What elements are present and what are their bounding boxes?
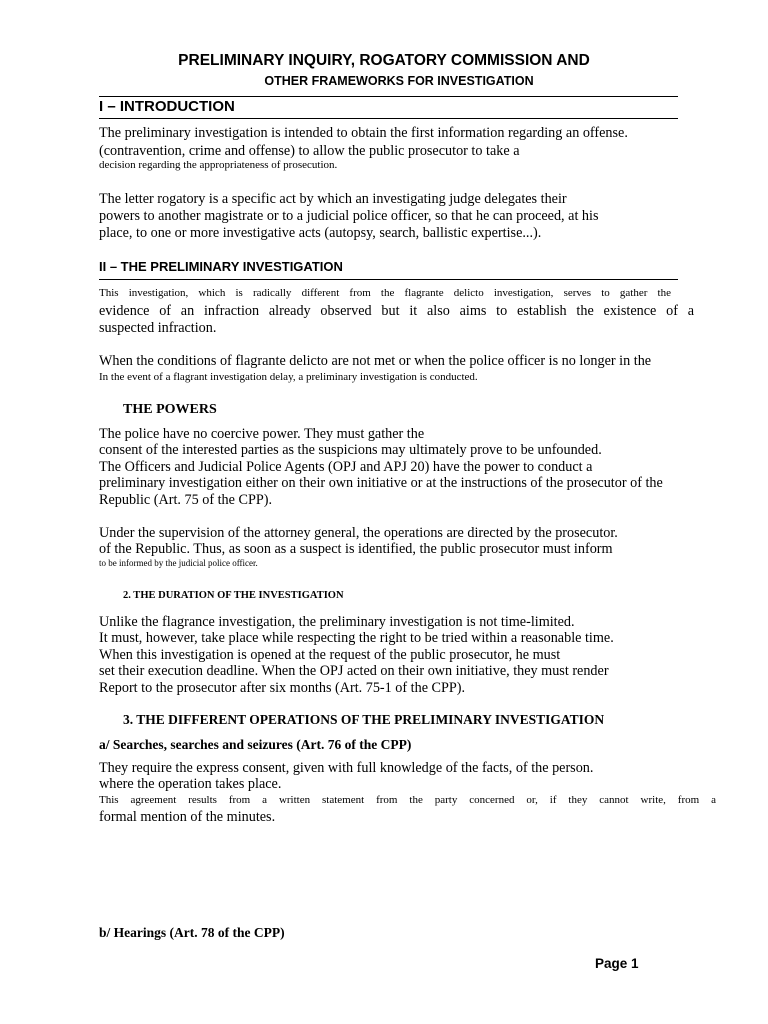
subsection-heading-operations: 3. THE DIFFERENT OPERATIONS OF THE PRELIMINARY INVESTIGATION	[123, 712, 605, 727]
subsection-heading-hearings: b/ Hearings (Art. 78 of the CPP)	[99, 925, 285, 940]
paragraph-line: to be informed by the judicial police officer.	[99, 558, 258, 568]
paragraph-line: decision regarding the appropriateness of prosecution.	[99, 159, 338, 171]
paragraph-line: powers to another magistrate or to a judicial police officer, so that he can proceed, at his	[99, 208, 599, 224]
section-divider	[99, 279, 678, 280]
paragraph-line: This agreement results from a written statement from the party concerned or, if they cannot write, from a	[99, 794, 716, 806]
section-heading-introduction: I – INTRODUCTION	[99, 98, 235, 115]
paragraph-line: (contravention, crime and offense) to allow the public prosecutor to take a	[99, 143, 520, 159]
paragraph-line: where the operation takes place.	[99, 776, 282, 792]
paragraph-line: When this investigation is opened at the request of the public prosecutor, he must	[99, 647, 561, 663]
paragraph-line: formal mention of the minutes.	[99, 809, 276, 825]
paragraph-line: preliminary investigation either on their own initiative or at the instructions of the prosecutor of the	[99, 475, 663, 491]
subsection-heading-powers: THE POWERS	[123, 402, 217, 417]
paragraph-line: Report to the prosecutor after six months (Art. 75-1 of the CPP).	[99, 680, 466, 696]
paragraph-line: suspected infraction.	[99, 320, 217, 336]
paragraph-line: place, to one or more investigative acts (autopsy, search, ballistic expertise...).	[99, 225, 542, 241]
paragraph-line: They require the express consent, given with full knowledge of the facts, of the person.	[99, 760, 594, 776]
paragraph-line: In the event of a flagrant investigation delay, a preliminary investigation is conducted.	[99, 371, 478, 383]
subsection-heading-searches: a/ Searches, searches and seizures (Art. 76 of the CPP)	[99, 737, 412, 752]
paragraph-line: The Officers and Judicial Police Agents (OPJ and APJ 20) have the power to conduct a	[99, 459, 593, 475]
paragraph-line: of the Republic. Thus, as soon as a suspect is identified, the public prosecutor must inform	[99, 541, 613, 557]
document-subtitle: OTHER FRAMEWORKS FOR INVESTIGATION	[264, 74, 534, 88]
paragraph-line: The police have no coercive power. They must gather the	[99, 426, 425, 442]
paragraph-line: set their execution deadline. When the OPJ acted on their own initiative, they must render	[99, 663, 609, 679]
paragraph-line: Republic (Art. 75 of the CPP).	[99, 492, 272, 508]
paragraph-line: Under the supervision of the attorney general, the operations are directed by the prosecutor.	[99, 525, 618, 541]
page-number: Page 1	[595, 956, 639, 971]
paragraph-line: This investigation, which is radically different from the flagrante delicto investigation, serves to gather the	[99, 287, 671, 299]
paragraph-line: When the conditions of flagrante delicto are not met or when the police officer is no longer in the	[99, 353, 652, 369]
title-divider	[99, 96, 678, 97]
paragraph-line: The preliminary investigation is intended to obtain the first information regarding an offense.	[99, 125, 628, 141]
paragraph-line: It must, however, take place while respecting the right to be tried within a reasonable time.	[99, 630, 614, 646]
paragraph-line: consent of the interested parties as the suspicions may ultimately prove to be unfounded.	[99, 442, 602, 458]
section-divider	[99, 118, 678, 119]
paragraph-line: evidence of an infraction already observed but it also aims to establish the existence of a	[99, 303, 694, 319]
paragraph-line: The letter rogatory is a specific act by which an investigating judge delegates their	[99, 191, 567, 207]
section-heading-preliminary-investigation: II – THE PRELIMINARY INVESTIGATION	[99, 259, 343, 274]
paragraph-line: Unlike the flagrance investigation, the preliminary investigation is not time-limited.	[99, 614, 575, 630]
subsection-heading-duration: 2. THE DURATION OF THE INVESTIGATION	[123, 590, 344, 601]
document-title: PRELIMINARY INQUIRY, ROGATORY COMMISSION AND	[178, 52, 590, 69]
